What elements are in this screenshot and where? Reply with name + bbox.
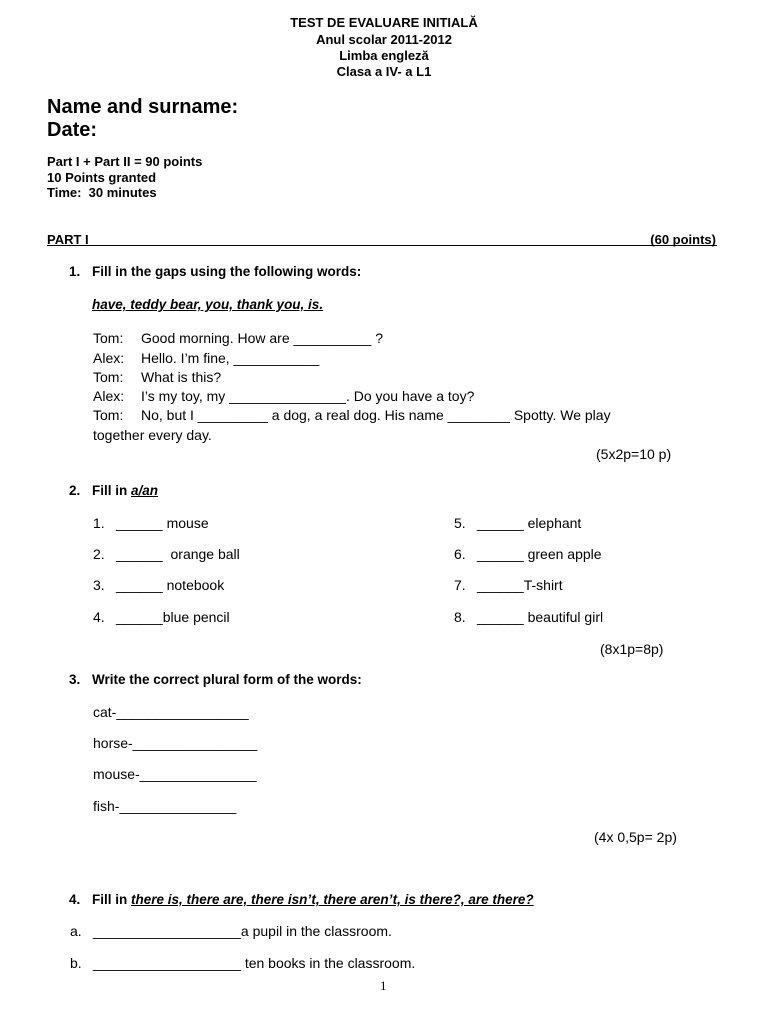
ex1-score: (5x2p=10 p) [596, 446, 672, 462]
ex4-item-text: ___________________a pupil in the classroom. [93, 923, 392, 939]
header-line-1: TEST DE EVALUARE INITIALĂ [290, 15, 478, 30]
ex4-item-letter: b. [70, 955, 82, 971]
dialogue-speaker: Tom: [93, 330, 124, 346]
ex2-item-number: 8. [454, 609, 466, 625]
points-granted: 10 Points granted [47, 170, 157, 185]
dialogue-speaker: Tom: [93, 369, 124, 385]
ex3-instruction: Write the correct plural form of the words: [92, 672, 362, 687]
part1-points: (60 points) [650, 232, 716, 247]
dialogue-speaker: Tom: [93, 407, 124, 423]
dialogue-line: What is this? [141, 369, 222, 385]
ex2-item-text: ______ beautiful girl [477, 609, 604, 625]
dialogue-continuation: together every day. [93, 427, 212, 443]
ex2-item-text: ______ elephant [477, 515, 582, 531]
ex4-number: 4. [69, 892, 81, 907]
ex2-item-number: 7. [454, 577, 466, 593]
ex2-item-text: ______ mouse [116, 515, 209, 531]
ex2-item-text: ______ green apple [477, 546, 602, 562]
total-points: Part I + Part II = 90 points [47, 154, 203, 169]
ex1-instruction: Fill in the gaps using the following words: [92, 264, 362, 279]
ex3-item: horse-________________ [93, 735, 258, 751]
date-label: Date: [47, 119, 98, 141]
ex2-item-number: 6. [454, 546, 466, 562]
ex4-instruction-emphasis: there is, there are, there isn’t, there aren’t, is there?, are there? [131, 892, 534, 907]
ex4-instruction-text: Fill in [92, 892, 131, 907]
ex4-item-text: ___________________ ten books in the classroom. [93, 955, 416, 971]
ex2-item-text: ______T-shirt [477, 577, 563, 593]
ex2-instruction-text: Fill in [92, 483, 131, 498]
ex4-instruction [92, 893, 534, 907]
ex3-item: mouse-_______________ [93, 766, 257, 782]
ex3-item: cat-_________________ [93, 704, 249, 720]
ex2-item-text: ______blue pencil [116, 609, 230, 625]
dialogue-speaker: Alex: [93, 350, 125, 366]
time-limit: Time: 30 minutes [47, 185, 157, 200]
ex2-item-number: 3. [93, 577, 105, 593]
dialogue-line: I’s my toy, my _______________. Do you have a toy? [141, 388, 475, 404]
ex2-item-text: ______ orange ball [116, 546, 240, 562]
ex3-score: (4x 0,5p= 2p) [594, 829, 677, 845]
page-number: 1 [380, 978, 387, 993]
ex1-word-bank: have, teddy bear, you, thank you, is. [92, 297, 324, 312]
ex2-item-number: 2. [93, 546, 105, 562]
header-line-3: Limba engleză [339, 48, 429, 63]
ex2-instruction-emphasis: a/an [131, 483, 159, 498]
ex2-item-number: 5. [454, 515, 466, 531]
ex3-item: fish-_______________ [93, 798, 237, 814]
ex2-item-number: 1. [93, 515, 105, 531]
part1-rule [47, 245, 717, 246]
ex2-score: (8x1p=8p) [600, 641, 664, 657]
dialogue-speaker: Alex: [93, 388, 125, 404]
ex4-item-letter: a. [70, 923, 82, 939]
ex2-item-text: ______ notebook [116, 577, 225, 593]
ex2-number: 2. [69, 483, 81, 498]
name-surname-label: Name and surname: [47, 96, 239, 118]
dialogue-line: No, but I _________ a dog, a real dog. His name ________ Spotty. We play [141, 407, 611, 423]
dialogue-line: Good morning. How are __________ ? [141, 330, 384, 346]
ex1-number: 1. [69, 264, 81, 279]
ex3-number: 3. [69, 672, 81, 687]
part1-title: PART I [47, 232, 89, 247]
ex2-item-number: 4. [93, 609, 105, 625]
header-line-2: Anul scolar 2011-2012 [316, 32, 452, 47]
dialogue-line: Hello. I’m fine, ___________ [141, 350, 320, 366]
ex2-instruction [92, 484, 158, 498]
header-line-4: Clasa a IV- a L1 [336, 64, 432, 79]
